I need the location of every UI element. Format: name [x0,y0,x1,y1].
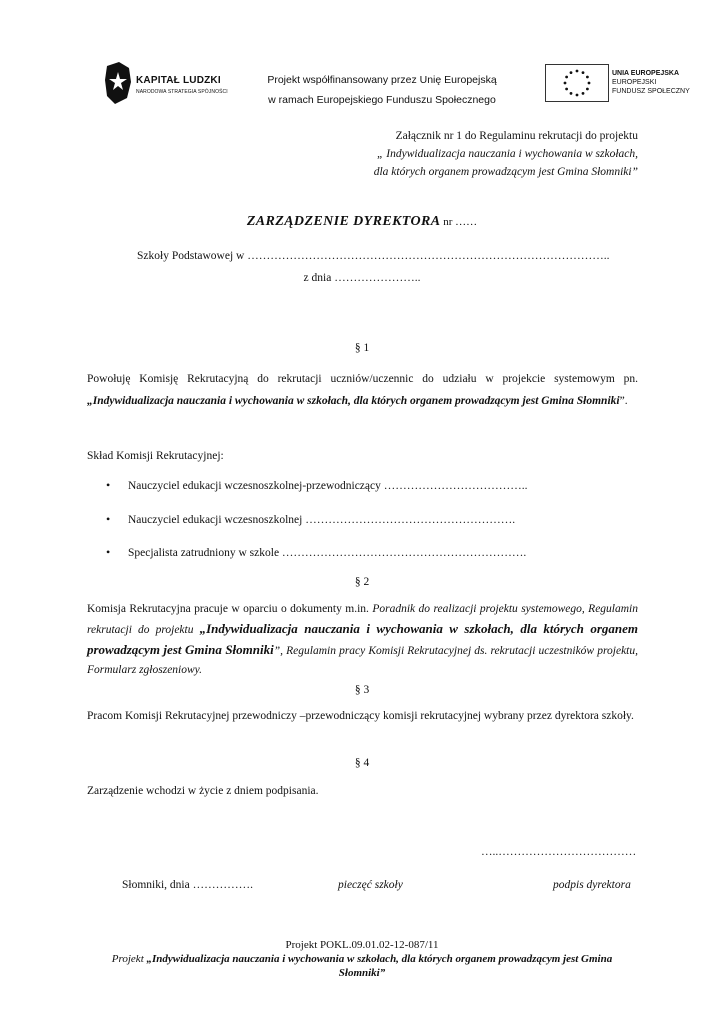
document-heading [0,214,724,230]
kapital-ludzki-title: KAPITAŁ LUDZKI [136,75,221,86]
date-line: z dnia ………………….. [303,272,421,284]
eu-line-2: EUROPEJSKI [612,79,657,86]
paragraph-2-project-title: „Indywidualizacja nauczania i wychowania w szkołach, dla których organem prowadzącym jest Gmina Słomniki [87,621,638,657]
footer-project-number: Projekt POKL.09.01.02-12-087/11 [285,939,439,951]
footer-prefix: Projekt [111,953,147,965]
annex-note [278,127,638,181]
member-item-2 [106,512,515,527]
signature-dots: …..……………………………… [481,846,637,858]
paragraph-2 [87,600,638,680]
signature-label: podpis dyrektora [553,879,631,891]
eu-flag-logo [545,64,609,102]
eu-line-1: UNIA EUROPEJSKA [612,70,680,77]
cofinance-line-2: w ramach Europejskiego Funduszu Społecznego [268,94,496,106]
section-4-label: § 4 [354,757,370,769]
annex-line-2: „ Indywidualizacja nauczania i wychowania w szkołach, [377,148,638,160]
bullet-icon: • [106,545,111,559]
signature-place-date: Słomniki, dnia ……………. [122,879,253,891]
school-line: Szkoły Podstawowej w ………………………………………………………………………………….. [137,250,610,262]
annex-line-3: dla których organem prowadzącym jest Gmina Słomniki” [373,166,638,178]
heading-title: ZARZĄDZENIE DYREKTORA [246,214,441,229]
paragraph-2-docs-end: ”, Regulamin pracy Komisji Rekrutacyjnej ds. rekrutacji uczestników projektu, Formularz zgłoszeniowy. [87,645,638,676]
footer-title: „Indywidualizacja nauczania i wychowania w szkołach, dla których organem prowadzącym jest Gmina Słomniki [146,953,613,979]
heading-number: nr …… [440,216,478,228]
paragraph-1-end: ”. [619,395,628,407]
member-3-text: Specjalista zatrudniony w szkole ………………………………………………………. [128,547,527,559]
committee-label: Skład Komisji Rekrutacyjnej: [87,450,224,462]
eu-stars-icon [546,65,608,101]
member-item-3 [106,545,526,560]
bullet-icon: • [106,478,111,492]
bullet-icon: • [106,512,111,526]
paragraph-3: Pracom Komisji Rekrutacyjnej przewodniczy –przewodniczący komisji rekrutacyjnej wybrany przez dyrektora szkoły. [87,710,634,722]
member-item-1 [106,478,528,493]
paragraph-1 [87,368,638,412]
kapital-ludzki-star-icon [103,60,133,106]
cofinance-line-1: Projekt współfinansowany przez Unię Europejską [267,74,497,86]
footer-end: ” [379,967,386,979]
section-1-label: § 1 [354,342,370,354]
section-2-label: § 2 [354,576,370,588]
paragraph-1-text: Powołuję Komisję Rekrutacyjną do rekrutacji uczniów/uczennic do udziału w projekcie systemowym pn. [87,373,638,385]
annex-line-1: Załącznik nr 1 do Regulaminu rekrutacji do projektu [395,130,638,142]
member-1-text: Nauczyciel edukacji wczesnoszkolnej-przewodniczący ……………………………….. [128,480,528,492]
stamp-label: pieczęć szkoły [338,879,403,891]
member-2-text: Nauczyciel edukacji wczesnoszkolnej ………………………………………………. [128,514,516,526]
paragraph-4: Zarządzenie wchodzi w życie z dniem podpisania. [87,785,319,797]
eu-logo-text [612,69,690,96]
eu-line-3: FUNDUSZ SPOŁECZNY [612,88,690,95]
footer-project-title [105,952,619,980]
paragraph-2-docs: Poradnik do realizacji projektu systemowego, Regulamin rekrutacji do projektu [87,603,638,636]
section-3-label: § 3 [354,684,370,696]
kapital-ludzki-subtitle: NARODOWA STRATEGIA SPÓJNOŚCI [136,89,228,95]
kapital-ludzki-logo [103,60,228,106]
paragraph-1-project-title: „Indywidualizacja nauczania i wychowania w szkołach, dla których organem prowadzącym jest Gmina Słomniki [87,395,620,407]
paragraph-2-text: Komisja Rekrutacyjna pracuje w oparciu o dokumenty m.in. [87,603,373,615]
